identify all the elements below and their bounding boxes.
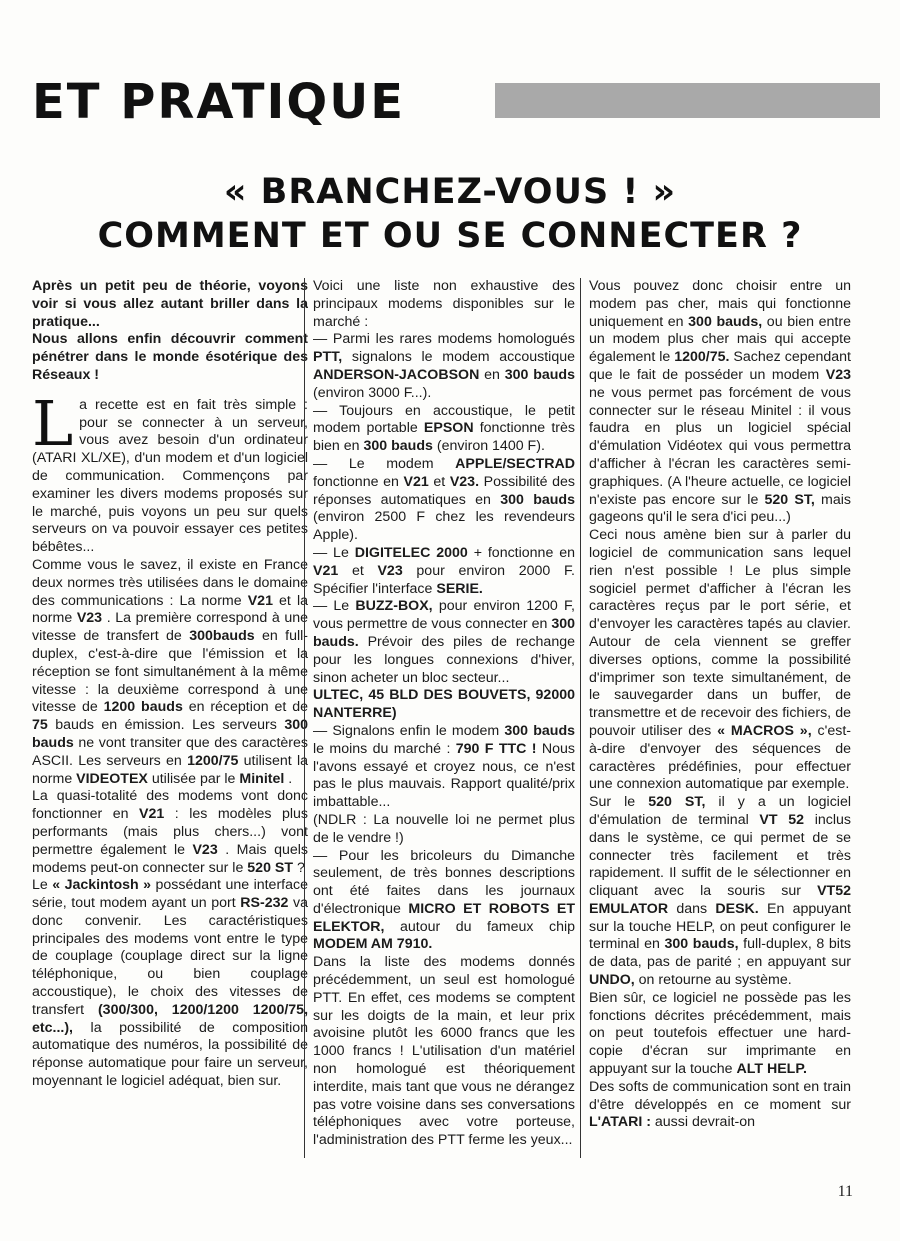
col2-paragraph-10: — Pour les bricoleurs du Dimanche seulement, de très bonnes descriptions ont été faites dans les journaux d'électronique MICRO ET ROBOTS ET ELEKTOR, autour du fameux chip MODEM AM 7910. bbox=[313, 847, 575, 953]
col2-paragraph-9: (NDLR : La nouvelle loi ne permet plus de le vendre !) bbox=[313, 811, 575, 846]
column-3 bbox=[580, 278, 851, 1158]
intro-paragraph-1: Après un petit peu de théorie, voyons voir si vous allez autant briller dans la pratique... bbox=[32, 278, 308, 330]
col2-paragraph-11: Dans la liste des modems donnés précédemment, un seul est homologué PTT. En effet, ces modems se comptent sur les doigts de la main, et leur prix avoisine plutôt les 6000 francs que les 1000 francs ! L'utilisation d'un matériel non homologué est théoriquement interdite, mais tant que vous ne dérangez pas votre voisine dans ses conversations téléphoniques avec votre porteuse, l'administration des PTT ferme les yeux... bbox=[313, 954, 575, 1149]
column-2 bbox=[304, 278, 575, 1158]
col2-paragraph-6: — Le BUZZ-BOX, pour environ 1200 F, vous permettre de vous connecter en 300 bauds. Prévoir des piles de rechange pour les longues connexions d'hiver, sinon acheter un bloc secteur... bbox=[313, 598, 575, 686]
col1-paragraph-3: La quasi-totalité des modems vont donc fonctionner en V21 : les modèles plus performants (mais plus chers...) vont permettre également le V23 . Mais quels modems peut-on connecter sur le 520 ST ? bbox=[32, 788, 308, 876]
header-grey-bar bbox=[495, 83, 880, 118]
col1-paragraph-4: Le « Jackintosh » possédant une interface série, tout modem ayant un port RS-232 va donc convenir. Les caractéristiques principales des modems vont entre le type de couplage (couplage direct sur la ligne téléphonique, ou bien couplage accoustique), le choix des vitesses de transfert (300/300, 1200/1200 1200/75, etc...), la possibilité de composition automatique des numéros, la possibilité de réponse automatique pour faire un serveur, moyennant le logiciel adéquat, bien sur. bbox=[32, 877, 308, 1090]
col2-paragraph-2: — Parmi les rares modems homologués PTT, signalons le modem accoustique ANDERSON-JACOBSON en 300 bauds (environ 3000 F...). bbox=[313, 331, 575, 401]
col3-paragraph-5: Des softs de communication sont en train d'être développés en ce moment sur L'ATARI : aussi devrait-on bbox=[589, 1078, 851, 1131]
col3-paragraph-2: Ceci nous amène bien sur à parler du logiciel de communication sans lequel rien n'est possible ! Le plus simple sogiciel permet d'afficher à l'écran les caractères reçus par le port série, et d'envoyer les caractères tapés au clavier. Autour de cela viennent se greffer diverses options, comme la possibilité d'imprimer son texte simultanément, de le sauvegarder dans un buffer, de transmettre et de recevoir des fichiers, de pouvoir utiliser des « MACROS », c'est-à-dire d'envoyer des séquences de caractères prédéfinies, pour effectuer une connexion automatique par exemple. bbox=[589, 527, 851, 793]
col2-paragraph-7: ULTEC, 45 BLD DES BOUVETS, 92000 NANTERRE) bbox=[313, 687, 575, 722]
col2-paragraph-4: — Le modem APPLE/SECTRAD fonctionne en V21 et V23. Possibilité des réponses automatiques en 300 bauds (environ 2500 F chez les revendeurs Apple). bbox=[313, 455, 575, 544]
col3-paragraph-4: Bien sûr, ce logiciel ne possède pas les fonctions décrites précédemment, mais on peut toutefois effectuer une hard-copie d'écran sur imprimante en appuyant sur la touche ALT HELP. bbox=[589, 989, 851, 1078]
col1-paragraph-1: La recette est en fait très simple : pour se connecter à un serveur, vous avez besoin d'un ordinateur (ATARI XL/XE), d'un modem et d'un logiciel de communication. Commençons par examiner les divers modems proposés sur le marché, puis voyons un peu sur quels serveurs on va pouvoir essayer ces petites bébêtes... bbox=[32, 386, 308, 556]
page-number: 11 bbox=[837, 1183, 853, 1200]
col2-paragraph-3: — Toujours en accoustique, le petit modem portable EPSON fonctionne très bien en 300 bauds (environ 1400 F). bbox=[313, 402, 575, 455]
col2-paragraph-8: — Signalons enfin le modem 300 bauds le moins du marché : 790 F TTC ! Nous l'avons essayé et croyez nous, ce n'est pas le plus mauvais. Rapport qualité/prix imbattable... bbox=[313, 722, 575, 811]
column-1 bbox=[32, 278, 308, 1158]
article-headline bbox=[40, 170, 860, 258]
intro-paragraph-2: Nous allons enfin découvrir comment pénétrer dans le monde ésotérique des Réseaux ! bbox=[32, 331, 308, 383]
col3-paragraph-1: Vous pouvez donc choisir entre un modem pas cher, mais qui fonctionne uniquement en 300 bauds, ou bien entre un modem plus cher mais qui accepte également le 1200/75. Sachez cependant que le fait de posséder un modem V23 ne vous permet pas forcément de vous connecter sur le réseau Minitel : il vous faudra en plus un logiciel spécial d'émulation Vidéotex qui vous permettra d'afficher à l'écran les caractères semi-graphiques. (A l'heure actuelle, ce logiciel n'existe pas encore sur le 520 ST, mais gageons qu'il le sera d'ici peu...) bbox=[589, 278, 851, 526]
headline-line-2: COMMENT ET OU SE CONNECTER ? bbox=[97, 216, 803, 256]
section-header bbox=[32, 74, 880, 130]
section-title: ET PRATIQUE bbox=[32, 74, 405, 130]
col1-paragraph-2: Comme vous le savez, il existe en France deux normes très utilisées dans le domaine des communications : La norme V21 et la norme V23 . La première correspond à une vitesse de transfert de 300bauds en full-duplex, c'est-à-dire que l'émission et la réception se font simultanément à la même vitesse : la deuxième correspond à une vitesse de 1200 bauds en réception et de 75 bauds en émission. Les serveurs 300 bauds ne vont transiter que des caractères ASCII. Les serveurs en 1200/75 utilisent la norme VIDEOTEX utilisée par le Minitel . bbox=[32, 556, 308, 787]
col2-paragraph-1: Voici une liste non exhaustive des principaux modems disponibles sur le marché : bbox=[313, 278, 575, 330]
col2-paragraph-5: — Le DIGITELEC 2000 + fonctionne en V21 et V23 pour environ 2000 F. Spécifier l'interface SERIE. bbox=[313, 544, 575, 597]
drop-cap: L bbox=[32, 386, 74, 460]
col3-paragraph-3: Sur le 520 ST, il y a un logiciel d'émulation de terminal VT 52 inclus dans le système, ce qui permet de se connecter très facilement et très rapidement. Il suffit de le sélectionner en cliquant avec la souris sur VT52 EMULATOR dans DESK. En appuyant sur la touche HELP, on peut configurer le terminal en 300 bauds, full-duplex, 8 bits de data, pas de parité ; en appuyant sur UNDO, on retourne au système. bbox=[589, 794, 851, 989]
headline-line-1: « BRANCHEZ-VOUS ! » bbox=[223, 172, 677, 212]
